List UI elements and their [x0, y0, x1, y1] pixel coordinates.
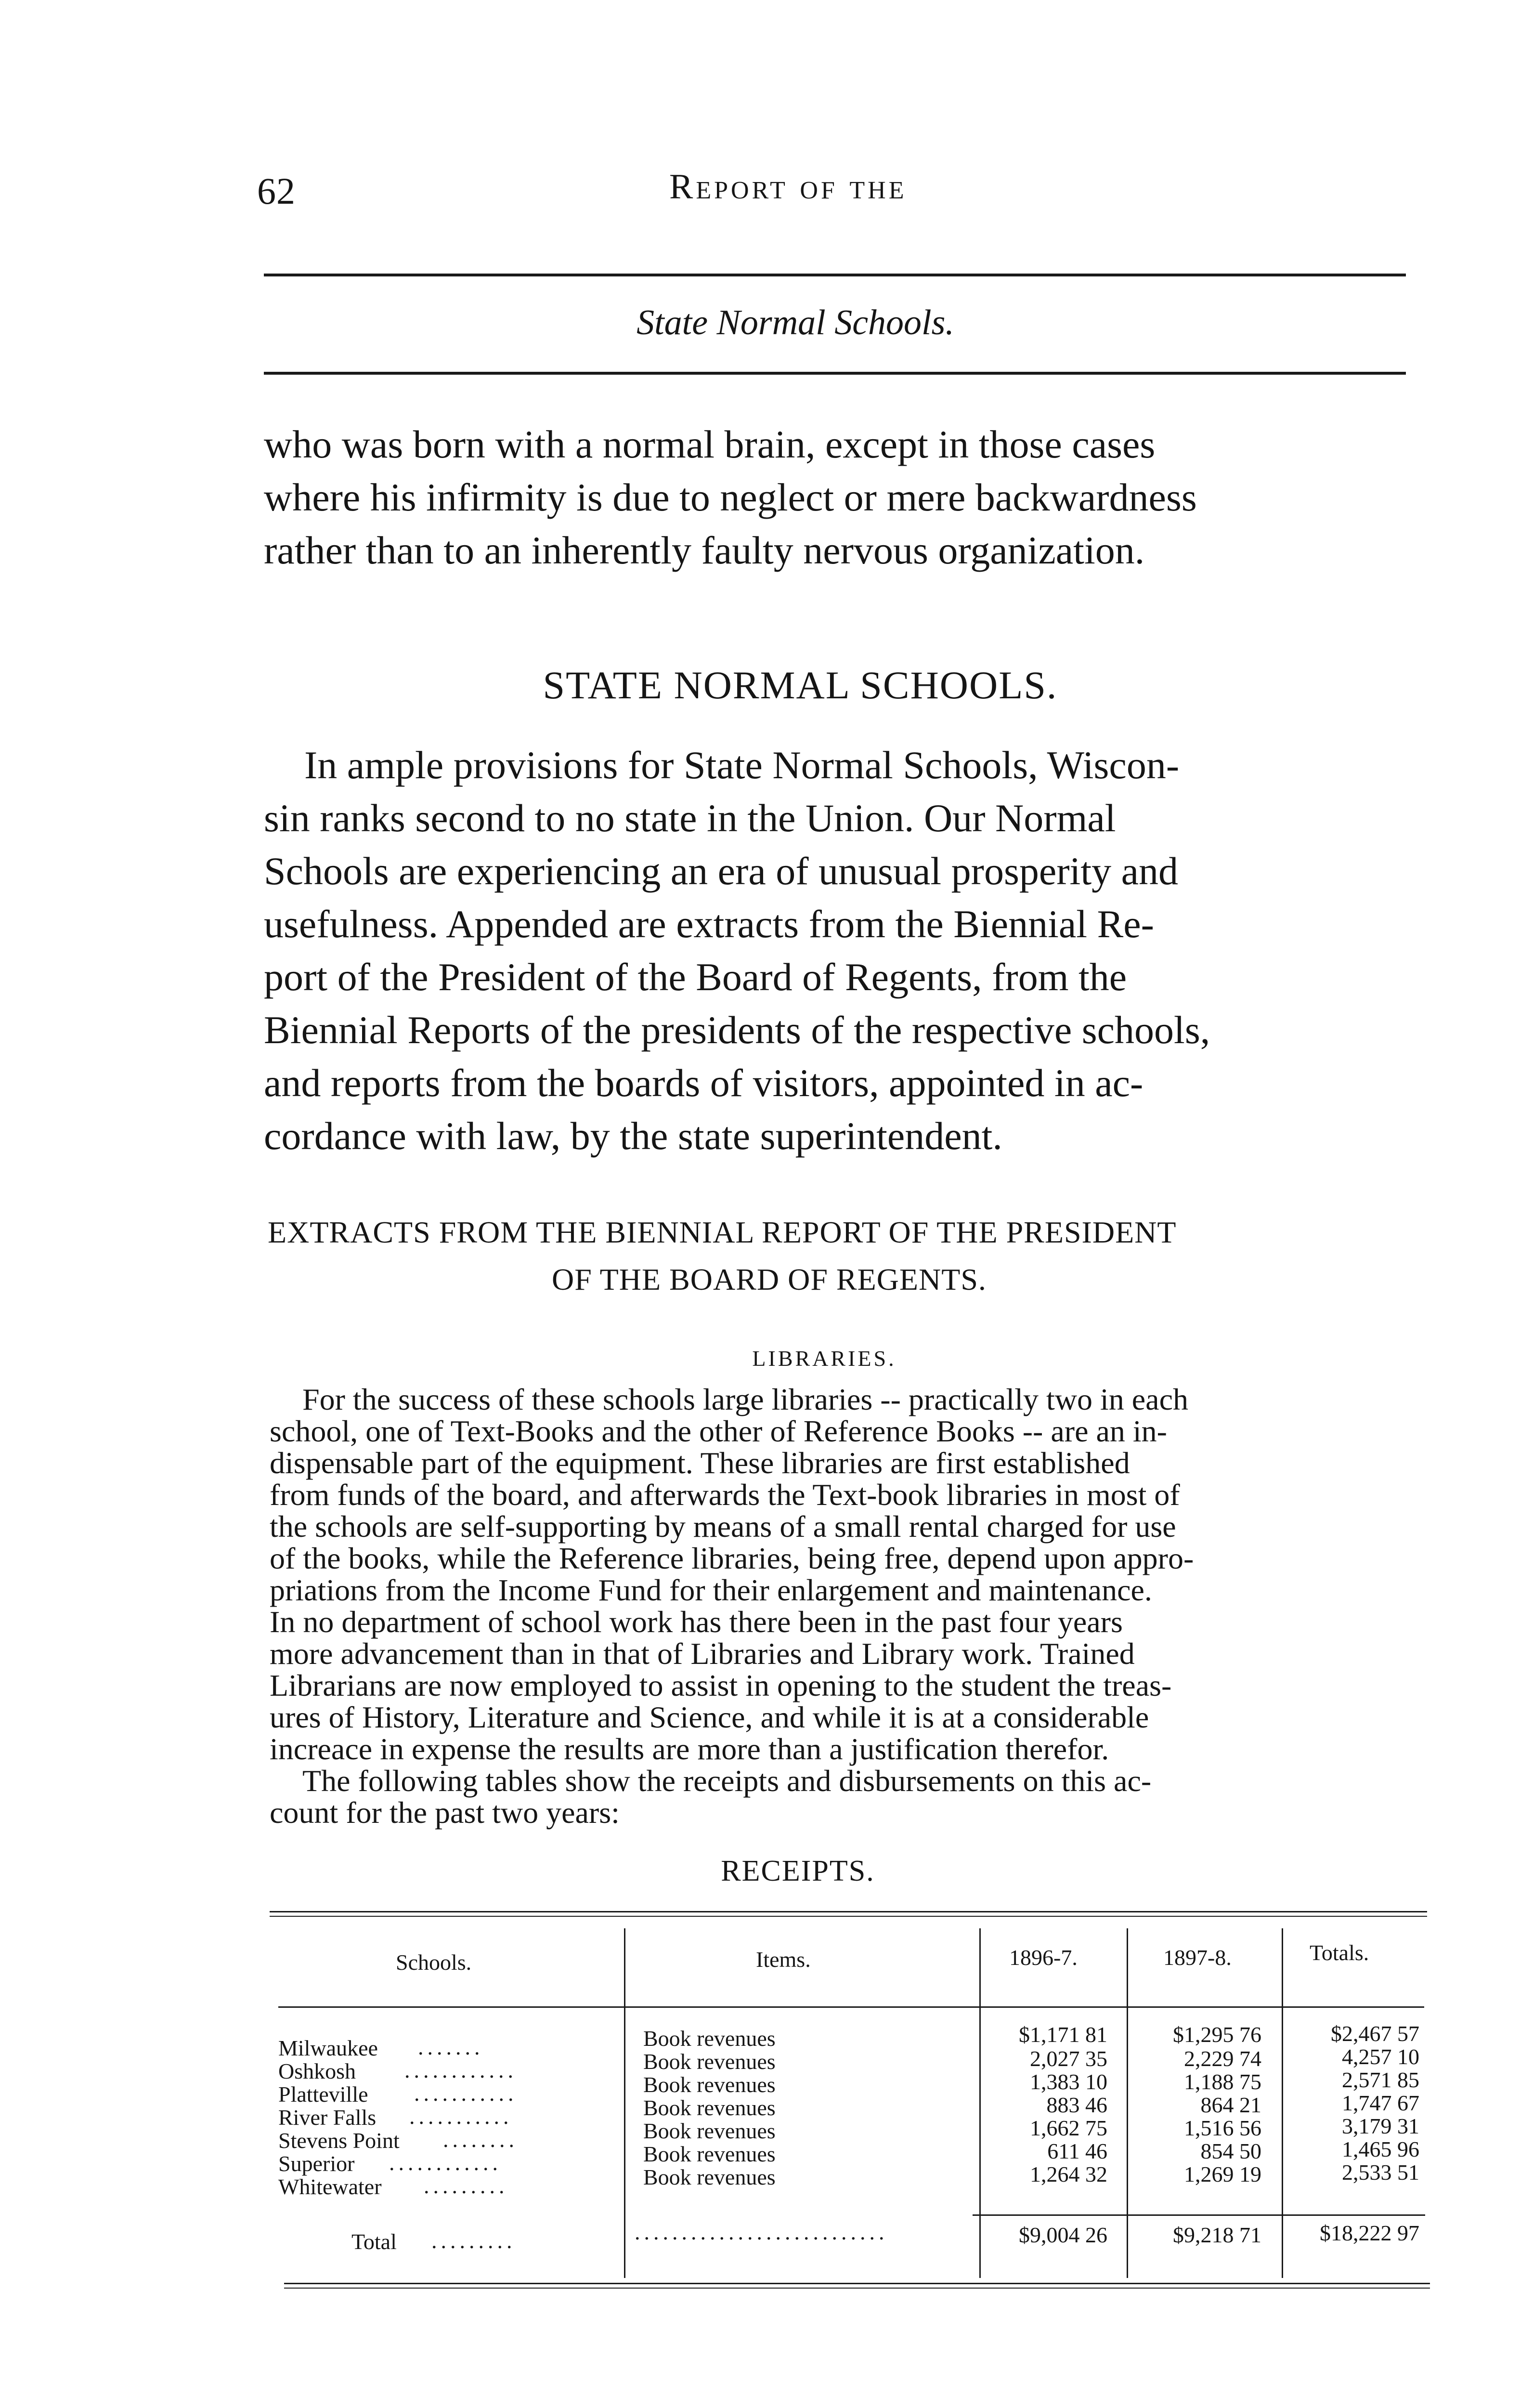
total-cell: 4,257 10 — [1342, 2044, 1419, 2069]
item-cell: Book revenues — [643, 2072, 776, 2097]
header-bottom-rule — [278, 2006, 1424, 2008]
total-label: Total — [351, 2229, 397, 2254]
text-line: from funds of the board, and afterwards the Text-book libraries in most of — [270, 1478, 1180, 1512]
total-cell: 1,465 96 — [1342, 2137, 1419, 2161]
text-line: port of the President of the Board of Regents, from the — [264, 955, 1127, 999]
column-divider — [979, 1928, 981, 2278]
value-1897-cell: 864 21 — [1200, 2093, 1261, 2117]
leader-dots: ............ — [404, 2058, 517, 2082]
text-line: sin ranks second to no state in the Union. Our Normal — [264, 796, 1116, 840]
value-1897-cell: 1,516 56 — [1184, 2116, 1261, 2140]
value-1896-cell: $1,171 81 — [1019, 2022, 1107, 2047]
school-cell: Whitewater — [278, 2174, 382, 2199]
item-cell: Book revenues — [643, 2049, 776, 2074]
leader-dots: ........... — [414, 2081, 518, 2106]
section-caption: State Normal Schools. — [637, 303, 954, 342]
total-cell: 2,533 51 — [1342, 2160, 1419, 2185]
total-cell: 2,571 85 — [1342, 2068, 1419, 2092]
receipts-title: RECEIPTS. — [721, 1855, 875, 1887]
item-cell: Book revenues — [643, 2119, 776, 2143]
value-1897-cell: $1,295 76 — [1173, 2022, 1261, 2047]
school-cell: River Falls — [278, 2105, 377, 2130]
header-rule-top — [264, 274, 1406, 276]
leader-dots: ........ — [443, 2127, 518, 2152]
text-line: of the books, while the Reference libraries, being free, depend upon appro- — [270, 1541, 1194, 1575]
extracts-heading-line1: EXTRACTS FROM THE BIENNIAL REPORT OF THE PRESIDENT — [268, 1215, 1177, 1249]
libraries-heading: LIBRARIES. — [752, 1346, 896, 1371]
leader-dots: ........................... — [635, 2220, 888, 2244]
leader-dots: ....... — [418, 2035, 484, 2059]
total-cell: $2,467 57 — [1331, 2021, 1419, 2046]
value-1897-cell: 2,229 74 — [1184, 2046, 1261, 2071]
text-line: who was born with a normal brain, except in those cases — [264, 422, 1156, 466]
text-line: rather than to an inherently faulty nervous organization. — [264, 528, 1145, 572]
table-bottom-rule — [284, 2283, 1430, 2284]
school-cell: Platteville — [278, 2082, 368, 2107]
text-line: increace in expense the results are more than a justification therefor. — [270, 1732, 1109, 1766]
total-1897-cell: $9,218 71 — [1173, 2223, 1261, 2247]
item-cell: Book revenues — [643, 2165, 776, 2189]
leader-dots: ............ — [389, 2150, 502, 2175]
table-top-rule — [270, 1916, 1427, 1917]
text-line: ures of History, Literature and Science, and while it is at a considerable — [270, 1700, 1149, 1734]
value-1896-cell: 883 46 — [1046, 2093, 1107, 2117]
value-1897-cell: 1,269 19 — [1184, 2162, 1261, 2186]
text-line: the schools are self-supporting by means of a small rental charged for use — [270, 1509, 1176, 1544]
table-bottom-rule — [284, 2288, 1430, 2289]
school-cell: Superior — [278, 2151, 355, 2176]
text-line: Biennial Reports of the presidents of the respective schools, — [264, 1008, 1210, 1052]
extracts-heading-line2: OF THE BOARD OF REGENTS. — [552, 1262, 987, 1296]
table-top-rule — [270, 1911, 1427, 1912]
column-header-items: Items. — [756, 1947, 811, 1972]
page-number: 62 — [257, 170, 296, 212]
value-1896-cell: 1,383 10 — [1030, 2069, 1107, 2094]
text-line: dispensable part of the equipment. These libraries are first established — [270, 1446, 1130, 1480]
text-line: The following tables show the receipts and disbursements on this ac- — [302, 1764, 1152, 1798]
grand-total-cell: $18,222 97 — [1320, 2221, 1419, 2245]
item-cell: Book revenues — [643, 2142, 776, 2166]
column-divider — [1282, 1928, 1283, 2278]
column-divider — [1127, 1928, 1128, 2278]
text-line: cordance with law, by the state superintendent. — [264, 1114, 1002, 1158]
text-line: In no department of school work has there been in the past four years — [270, 1605, 1123, 1639]
school-cell: Stevens Point — [278, 2128, 400, 2153]
leader-dots: ......... — [424, 2173, 508, 2198]
value-1896-cell: 611 46 — [1047, 2139, 1107, 2163]
item-cell: Book revenues — [643, 2095, 776, 2120]
value-1896-cell: 2,027 35 — [1030, 2046, 1107, 2071]
leader-dots: ......... — [431, 2228, 516, 2253]
column-header-1896: 1896-7. — [1009, 1945, 1078, 1970]
column-header-schools: Schools. — [396, 1950, 472, 1975]
running-title: Report of the — [669, 167, 907, 207]
school-cell: Milwaukee — [278, 2036, 378, 2060]
text-line: where his infirmity is due to neglect or mere backwardness — [264, 475, 1197, 519]
text-line: school, one of Text-Books and the other of Reference Books -- are an in- — [270, 1414, 1167, 1448]
total-rule — [973, 2214, 1425, 2216]
section-heading: STATE NORMAL SCHOOLS. — [543, 663, 1058, 707]
total-1896-cell: $9,004 26 — [1019, 2223, 1107, 2247]
total-cell: 3,179 31 — [1342, 2114, 1419, 2138]
value-1897-cell: 854 50 — [1200, 2139, 1261, 2163]
text-line: more advancement than in that of Libraries and Library work. Trained — [270, 1636, 1135, 1671]
item-cell: Book revenues — [643, 2026, 776, 2051]
text-line: usefulness. Appended are extracts from the Biennial Re- — [264, 902, 1154, 946]
text-line: In ample provisions for State Normal Schools, Wiscon- — [304, 743, 1180, 787]
value-1896-cell: 1,264 32 — [1030, 2162, 1107, 2186]
column-header-totals: Totals. — [1310, 1940, 1369, 1965]
text-line: priations from the Income Fund for their enlargement and maintenance. — [270, 1573, 1152, 1607]
column-divider — [624, 1928, 625, 2278]
header-rule-bottom — [264, 372, 1406, 375]
total-cell: 1,747 67 — [1342, 2091, 1419, 2115]
text-line: and reports from the boards of visitors, appointed in ac- — [264, 1061, 1143, 1105]
column-header-1897: 1897-8. — [1163, 1945, 1232, 1970]
text-line: Schools are experiencing an era of unusual prosperity and — [264, 849, 1179, 893]
leader-dots: ........... — [409, 2104, 513, 2129]
text-line: For the success of these schools large libraries -- practically two in each — [302, 1382, 1188, 1416]
text-line: count for the past two years: — [270, 1795, 620, 1830]
value-1897-cell: 1,188 75 — [1184, 2069, 1261, 2094]
text-line: Librarians are now employed to assist in opening to the student the treas- — [270, 1668, 1172, 1702]
school-cell: Oshkosh — [278, 2059, 356, 2083]
value-1896-cell: 1,662 75 — [1030, 2116, 1107, 2140]
